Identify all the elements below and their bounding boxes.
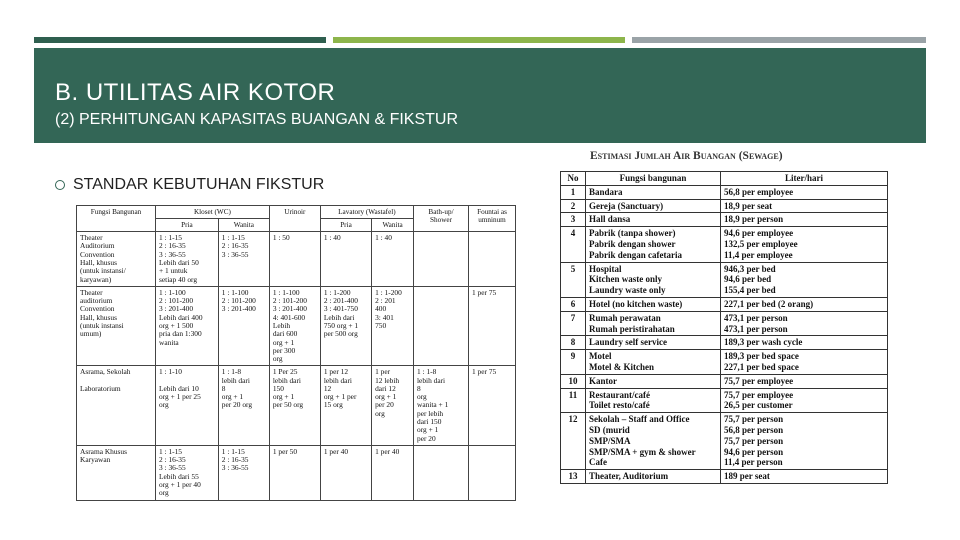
- accent-bar-dark: [34, 37, 326, 43]
- cell-liter: 75,7 per person 56,8 per person 75,7 per person 94,6 per person 11,4 per person: [721, 413, 888, 470]
- cell-liter: 227,1 per bed (2 orang): [721, 297, 888, 311]
- cell-liter: 189,3 per bed space 227,1 per bed space: [721, 350, 888, 375]
- cell-wc-wanita: 1 : 1-15 2 : 16-35 3 : 36-55: [218, 232, 269, 287]
- cell-fungsi: Pabrik (tanpa shower) Pabrik dengan shower Pabrik dengan cafetaria: [586, 227, 721, 262]
- cell-fountain: 1 per 75: [469, 366, 516, 446]
- fixture-table: [76, 205, 516, 501]
- cell-fungsi: Sekolah – Staff and Office SD (murid SMP/SMA SMP/SMA + gym & shower Cafe: [586, 413, 721, 470]
- cell-bath: 1 : 1-8 lebih dari 8 org wanita + 1 per lebih dari 150 org + 1 per 20: [414, 366, 469, 446]
- col-wc-pria: Pria: [156, 219, 219, 232]
- cell-no: 5: [561, 262, 586, 297]
- accent-bar-green: [333, 37, 625, 43]
- cell-urinoir: 1 : 1-100 2 : 101-200 3 : 201-400 4: 401-600 Lebih dari 600 org + 1 per 300 org: [269, 286, 320, 366]
- cell-no: 11: [561, 388, 586, 413]
- col-urinoir: Urinoir: [269, 206, 320, 232]
- cell-liter: 75,7 per employee: [721, 374, 888, 388]
- cell-liter: 946,3 per bed 94,6 per bed 155,4 per bed: [721, 262, 888, 297]
- cell-lav-pria: 1 : 1-200 2 : 201-400 3 : 401-750 Lebih dari 750 org + 1 per 500 org: [320, 286, 371, 366]
- cell-wc-wanita: 1 : 1-15 2 : 16-35 3 : 36-55: [218, 445, 269, 500]
- cell-no: 13: [561, 470, 586, 484]
- cell-wc-wanita: 1 : 1-100 2 : 101-200 3 : 201-400: [218, 286, 269, 366]
- fixture-standard-table: [76, 205, 518, 535]
- cell-urinoir: 1 Per 25 lebih dari 150 org + 1 per 50 org: [269, 366, 320, 446]
- table-row: [77, 286, 516, 366]
- accent-bar-gray: [632, 37, 926, 43]
- cell-liter: 473,1 per person 473,1 per person: [721, 311, 888, 336]
- cell-fungsi: Asrama Khusus Karyawan: [77, 445, 156, 500]
- cell-liter: 56,8 per employee: [721, 185, 888, 199]
- cell-liter: 18,9 per person: [721, 213, 888, 227]
- sewage-table: [560, 171, 888, 484]
- cell-fountain: [469, 232, 516, 287]
- cell-fungsi: Laundry self service: [586, 336, 721, 350]
- col-bath: Bath-up/ Shower: [414, 206, 469, 232]
- cell-no: 10: [561, 374, 586, 388]
- table-row: [561, 311, 888, 336]
- cell-wc-pria: 1 : 1-15 2 : 16-35 3 : 36-55 Lebih dari 55 org + 1 per 40 org: [156, 445, 219, 500]
- cell-no: 7: [561, 311, 586, 336]
- cell-liter: 18,9 per seat: [721, 199, 888, 213]
- col-no: No: [561, 172, 586, 186]
- cell-fungsi: Theater auditorium Convention Hall, khusus (untuk instansi umum): [77, 286, 156, 366]
- cell-lav-wanita: 1 per 12 lebih dari 12 org + 1 per 20 org: [372, 366, 414, 446]
- cell-urinoir: 1 : 50: [269, 232, 320, 287]
- cell-wc-pria: 1 : 1-100 2 : 101-200 3 : 201-400 Lebih dari 400 org + 1 500 pria dan 1:300 wanita: [156, 286, 219, 366]
- cell-no: 4: [561, 227, 586, 262]
- table-row: [561, 227, 888, 262]
- cell-fountain: [469, 445, 516, 500]
- cell-urinoir: 1 per 50: [269, 445, 320, 500]
- cell-liter: 189 per seat: [721, 470, 888, 484]
- cell-liter: 94,6 per employee 132,5 per employee 11,4 per employee: [721, 227, 888, 262]
- cell-no: 2: [561, 199, 586, 213]
- title-banner: [34, 48, 926, 143]
- table-row: [561, 350, 888, 375]
- cell-no: 6: [561, 297, 586, 311]
- col-fungsi-bangunan: Fungsi bangunan: [586, 172, 721, 186]
- cell-lav-pria: 1 per 40: [320, 445, 371, 500]
- cell-lav-wanita: 1 : 40: [372, 232, 414, 287]
- cell-fungsi: Bandara: [586, 185, 721, 199]
- cell-wc-wanita: 1 : 1-8 lebih dari 8 org + 1 per 20 org: [218, 366, 269, 446]
- cell-lav-wanita: 1 per 40: [372, 445, 414, 500]
- col-lavatory: Lavatory (Wastafel): [320, 206, 413, 219]
- cell-fungsi: Hospital Kitchen waste only Laundry waste only: [586, 262, 721, 297]
- bullet-text: STANDAR KEBUTUHAN FIKSTUR: [73, 176, 325, 193]
- cell-fungsi: Motel Motel & Kitchen: [586, 350, 721, 375]
- cell-fungsi: Kantor: [586, 374, 721, 388]
- table-row: [561, 374, 888, 388]
- bullet-circle-icon: [55, 180, 65, 190]
- slide-title: B. UTILITAS AIR KOTOR: [55, 79, 336, 106]
- cell-no: 12: [561, 413, 586, 470]
- col-wc-wanita: Wanita: [218, 219, 269, 232]
- cell-fungsi: Asrama, Sekolah Laboratorium: [77, 366, 156, 446]
- table-row: [561, 388, 888, 413]
- cell-wc-pria: 1 : 1-15 2 : 16-35 3 : 36-55 Lebih dari 50 + 1 untuk setiap 40 org: [156, 232, 219, 287]
- cell-fungsi: Gereja (Sanctuary): [586, 199, 721, 213]
- col-fungsi: Fungsi Bangunan: [77, 206, 156, 232]
- cell-no: 8: [561, 336, 586, 350]
- cell-no: 9: [561, 350, 586, 375]
- bullet-item: [55, 176, 324, 194]
- cell-fungsi: Hotel (no kitchen waste): [586, 297, 721, 311]
- cell-lav-pria: 1 per 12 lebih dari 12 org + 1 per 15 org: [320, 366, 371, 446]
- table-row: [561, 336, 888, 350]
- table-row: [561, 413, 888, 470]
- table-row: [77, 366, 516, 446]
- cell-no: 1: [561, 185, 586, 199]
- cell-bath: [414, 232, 469, 287]
- cell-no: 3: [561, 213, 586, 227]
- table-row: [561, 185, 888, 199]
- cell-fountain: 1 per 75: [469, 286, 516, 366]
- col-lav-wanita: Wanita: [372, 219, 414, 232]
- cell-liter: 75,7 per employee 26,5 per customer: [721, 388, 888, 413]
- table-row: [561, 297, 888, 311]
- table-row: [561, 262, 888, 297]
- cell-fungsi: Theater, Auditorium: [586, 470, 721, 484]
- sewage-table-title: Estimasi Jumlah Air Buangan (Sewage): [590, 150, 783, 162]
- cell-wc-pria: 1 : 1-10 Lebih dari 10 org + 1 per 25 org: [156, 366, 219, 446]
- table-row: [561, 470, 888, 484]
- slide-subtitle: (2) PERHITUNGAN KAPASITAS BUANGAN & FIKSTUR: [55, 111, 459, 128]
- cell-bath: [414, 445, 469, 500]
- cell-fungsi: Rumah perawatan Rumah peristirahatan: [586, 311, 721, 336]
- cell-lav-wanita: 1 : 1-200 2 : 201 400 3: 401 750: [372, 286, 414, 366]
- cell-fungsi: Restaurant/café Toilet resto/café: [586, 388, 721, 413]
- col-kloset: Kloset (WC): [156, 206, 270, 219]
- table-row: [77, 445, 516, 500]
- table-row: [561, 213, 888, 227]
- cell-lav-pria: 1 : 40: [320, 232, 371, 287]
- cell-fungsi: Hall dansa: [586, 213, 721, 227]
- col-lav-pria: Pria: [320, 219, 371, 232]
- cell-liter: 189,3 per wash cycle: [721, 336, 888, 350]
- cell-bath: [414, 286, 469, 366]
- sewage-estimate-table: [560, 171, 890, 531]
- table-row: [561, 199, 888, 213]
- cell-fungsi: Theater Auditorium Convention Hall, khusus (untuk instansi/ karyawan): [77, 232, 156, 287]
- col-fountain: Fountai as umninum: [469, 206, 516, 232]
- col-liter-hari: Liter/hari: [721, 172, 888, 186]
- table-row: [77, 232, 516, 287]
